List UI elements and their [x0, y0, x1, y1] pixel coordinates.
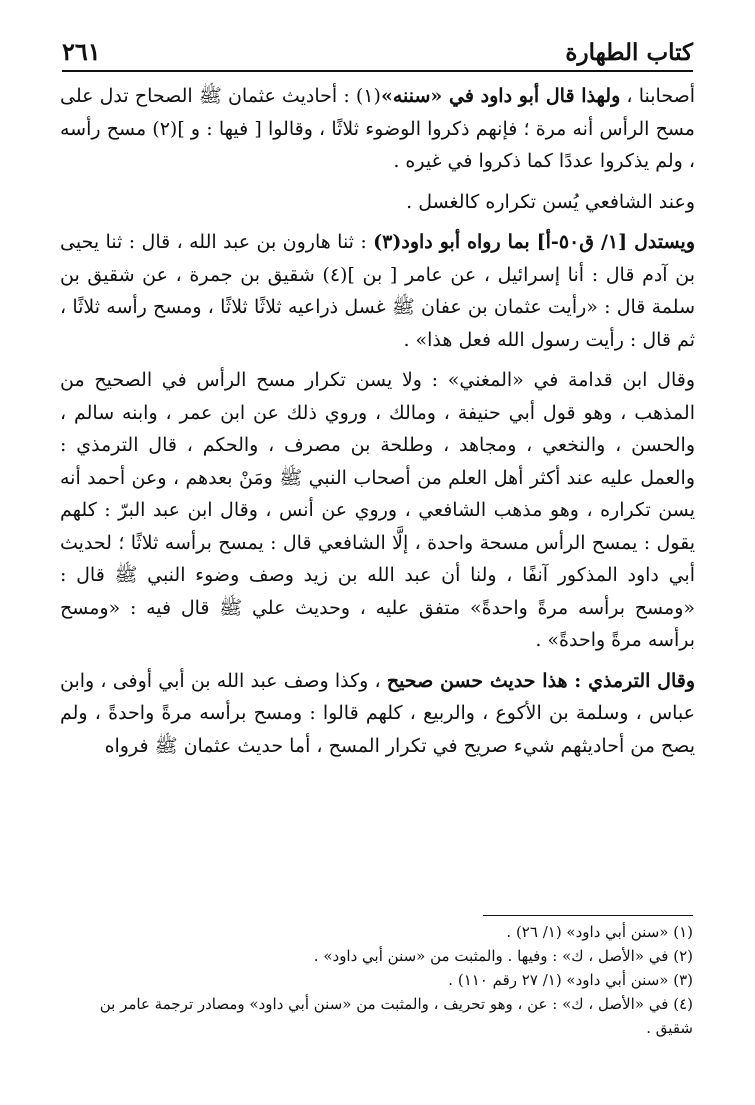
paragraph-bold-text: وقال الترمذي : هذا حديث حسن صحيح	[386, 669, 695, 692]
paragraph	[60, 80, 695, 178]
paragraph-bold-text: ويستدل [١/ ق٥٠-أ] بما رواه أبو داود(٣)	[373, 231, 695, 253]
paragraph	[60, 364, 695, 657]
paragraph	[60, 186, 695, 219]
paragraph-text: وعند الشافعي يُسن تكراره كالغسل .	[406, 190, 695, 213]
footnote: (١) «سنن أبي داود» (١/ ٢٦) .	[506, 923, 693, 941]
paragraph-text: أصحابنا ،	[620, 85, 695, 107]
paragraph-text: وقال ابن قدامة في «المغني» : ولا يسن تكرار مسح الرأس في الصحيح من المذهب ، وهو قول أبي حنيفة ، ومالك ، وروي ذلك عن ابن عمر ، وابنه سالم ، والحسن ، والنخعي ، ومجاهد ، وطلحة بن مصرف ، والحكم ، قال الترمذي : والعمل عليه عند أكثر أهل العلم من أصحاب النبي ﷺ ومَنْ بعدهم ، وعن أحمد أنه يسن تكراره ، وهو مذهب الشافعي ، وروي عن أنس ، وقال ابن عبد البرّ : كلهم يقول : يمسح الرأس مسحة واحدة ، إلَّا الشافعي قال : يمسح برأسه ثلاثًا ؛ لحديث أبي داود المذكور آنفًا ، ولنا أن عبد الله بن زيد وصف وضوء النبي ﷺ قال : «ومسح برأسه مرةً واحدةً» متفق عليه ، وحديث علي ﷺ قال فيه : «ومسح برأسه مرةً واحدةً» .	[60, 369, 695, 651]
paragraph-text: (١) : أحاديث عثمان ﷺ الصحاح تدل على مسح الرأس أنه مرة ؛ فإنهم ذكروا الوضوء ثلاثًا ، وقالوا [ فيها : و ](٢) مسح رأسه ، ولم يذكروا عددًا كما ذكروا في غيره .	[60, 85, 695, 172]
footnote-divider	[483, 915, 693, 916]
footnotes	[60, 920, 693, 1040]
paragraph	[60, 665, 695, 763]
main-text	[60, 80, 695, 770]
page-header	[62, 26, 693, 72]
paragraph-bold-text: ولهذا قال أبو داود في «سننه»	[380, 85, 621, 107]
paragraph-text: ، وكذا وصف عبد الله بن أبي أوفى ، وابن عباس ، وسلمة بن الأكوع ، والربيع ، كلهم قالوا : ومسح برأسه مرةً واحدةً ، ولم يصح من أحاديثهم شيء صريح في تكرار المسح ، أما حديث عثمان ﷺ فرواه	[60, 669, 695, 757]
footnote: (٢) في «الأصل ، ك» : وفيها . والمثبت من «سنن أبي داود» .	[313, 947, 693, 965]
paragraph	[60, 226, 695, 356]
book-title: كتاب الطهارة	[565, 39, 693, 66]
page-number: ٢٦١	[62, 37, 101, 66]
footnote: (٤) في «الأصل ، ك» : عن ، وهو تحريف ، والمثبت من «سنن أبي داود» ومصادر ترجمة عامر بن شقيق .	[99, 995, 693, 1037]
paragraph-text: : ثنا هارون بن عبد الله ، قال : ثنا يحيى بن آدم قال : أنا إسرائيل ، عن عامر [ بن ](٤) شقيق بن جمرة ، عن شقيق بن سلمة قال : «رأيت عثمان بن عفان ﷺ غسل ذراعيه ثلاثًا ثلاثًا ، ومسح رأسه ثلاثًا ، ثم قال : رأيت رسول الله فعل هذا» .	[60, 231, 695, 351]
footnote: (٣) «سنن أبي داود» (١/ ٢٧ رقم ١١٠) .	[448, 971, 693, 989]
